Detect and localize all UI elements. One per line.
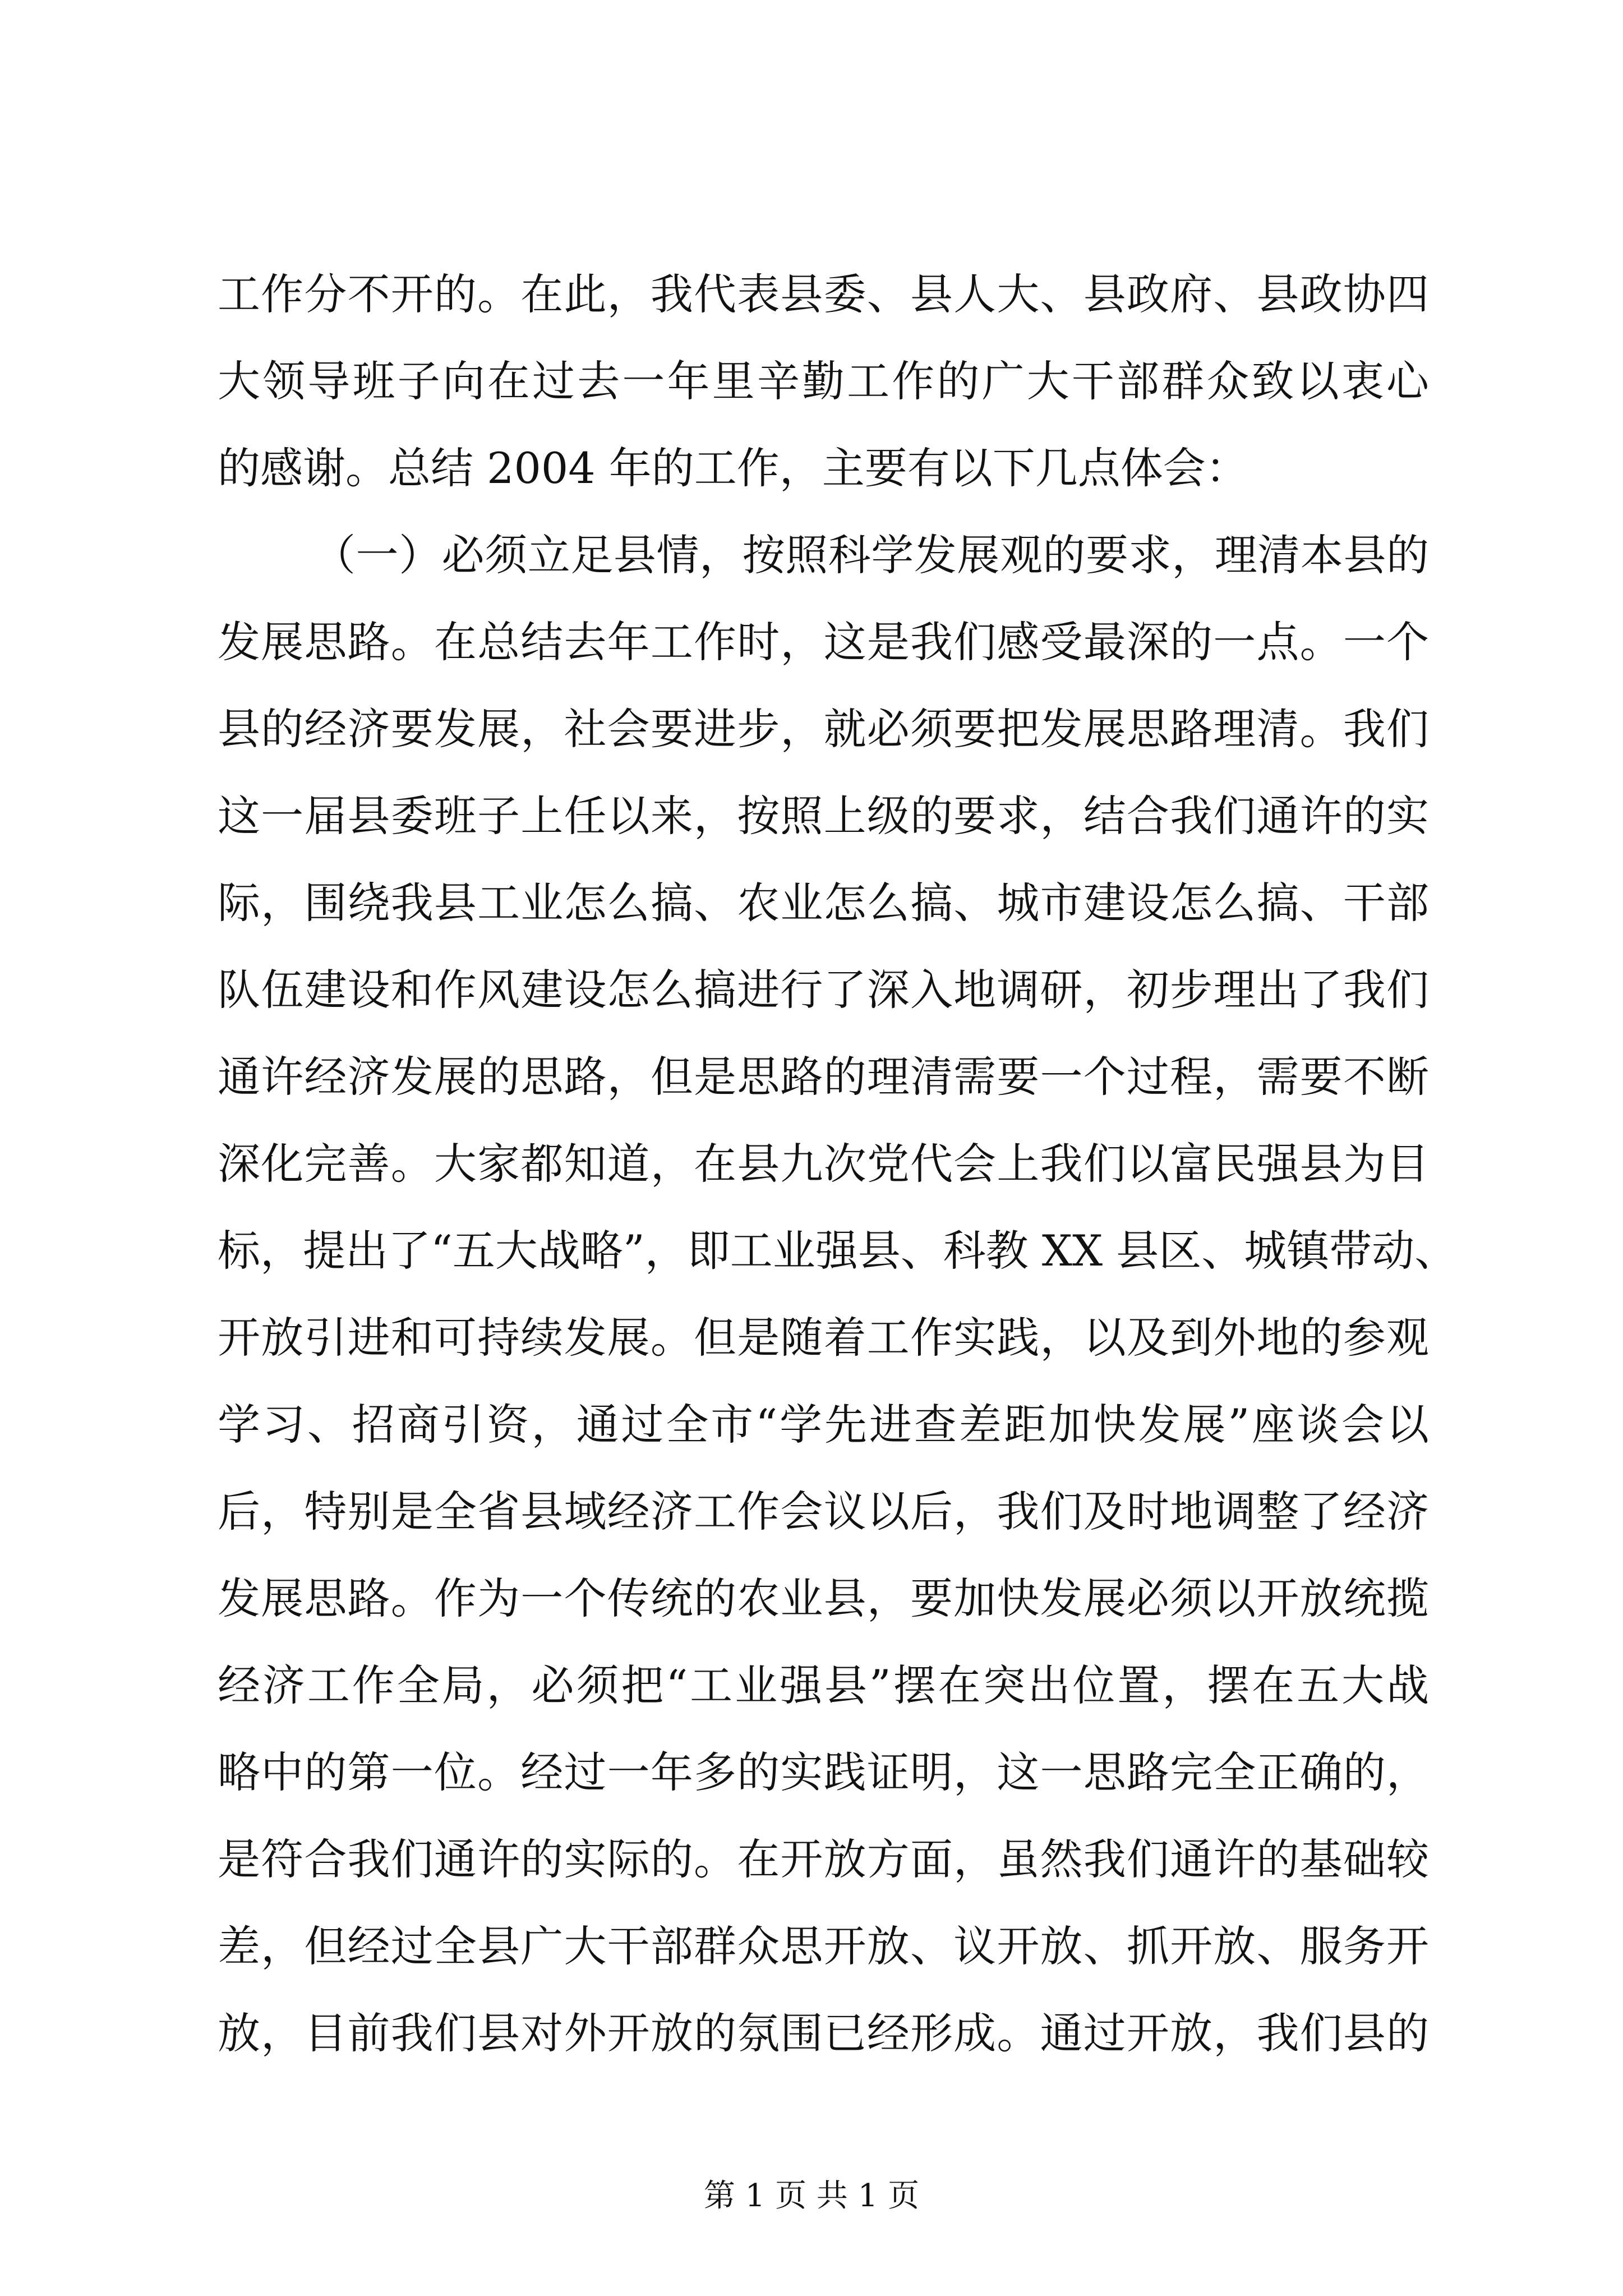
text-line-16: 发展思路。作为一个传统的农业县，要加快发展必须以开放统揽	[218, 1573, 1429, 1623]
paragraph-heading-line: （一）必须立足县情，按照科学发展观的要求，理清本县的	[313, 530, 1429, 580]
text-line-11: 深化完善。大家都知道，在县九次党代会上我们以富民强县为目	[218, 1139, 1429, 1189]
text-line-13: 开放引进和可持续发展。但是随着工作实践，以及到外地的参观	[218, 1313, 1429, 1363]
text-line-7: 这一届县委班子上任以来，按照上级的要求，结合我们通许的实	[218, 791, 1429, 841]
text-line-6: 县的经济要发展，社会要进步，就必须要把发展思路理清。我们	[218, 704, 1429, 754]
text-line-17: 经济工作全局，必须把“工业强县”摆在突出位置，摆在五大战	[218, 1660, 1429, 1710]
text-line-18: 略中的第一位。经过一年多的实践证明，这一思路完全正确的，	[218, 1747, 1429, 1797]
page-number-footer: 第 1 页 共 1 页	[703, 2178, 920, 2214]
text-line-21: 放，目前我们县对外开放的氛围已经形成。通过开放，我们县的	[218, 2008, 1429, 2058]
text-line-20: 差，但经过全县广大干部群众思开放、议开放、抓开放、服务开	[218, 1921, 1429, 1971]
text-line-8: 际，围绕我县工业怎么搞、农业怎么搞、城市建设怎么搞、干部	[218, 878, 1429, 928]
text-line-19: 是符合我们通许的实际的。在开放方面，虽然我们通许的基础较	[218, 1834, 1429, 1884]
text-line-10: 通许经济发展的思路，但是思路的理清需要一个过程，需要不断	[218, 1052, 1429, 1102]
text-line-5: 发展思路。在总结去年工作时，这是我们感受最深的一点。一个	[218, 617, 1429, 667]
text-line-2: 大领导班子向在过去一年里辛勤工作的广大干部群众致以衷心	[218, 356, 1429, 406]
text-line-15: 后，特别是全省县域经济工作会议以后，我们及时地调整了经济	[218, 1487, 1429, 1536]
text-line-14: 学习、招商引资，通过全市“学先进查差距加快发展”座谈会以	[218, 1400, 1429, 1450]
text-line-12: 标，提出了“五大战略”，即工业强县、科教 XX 县区、城镇带动、	[218, 1226, 1458, 1276]
text-line-9: 队伍建设和作风建设怎么搞进行了深入地调研，初步理出了我们	[218, 965, 1429, 1015]
text-line-3: 的感谢。总结 2004 年的工作，主要有以下几点体会：	[218, 443, 1248, 493]
text-line-1: 工作分不开的。在此，我代表县委、县人大、县政府、县政协四	[218, 269, 1429, 319]
